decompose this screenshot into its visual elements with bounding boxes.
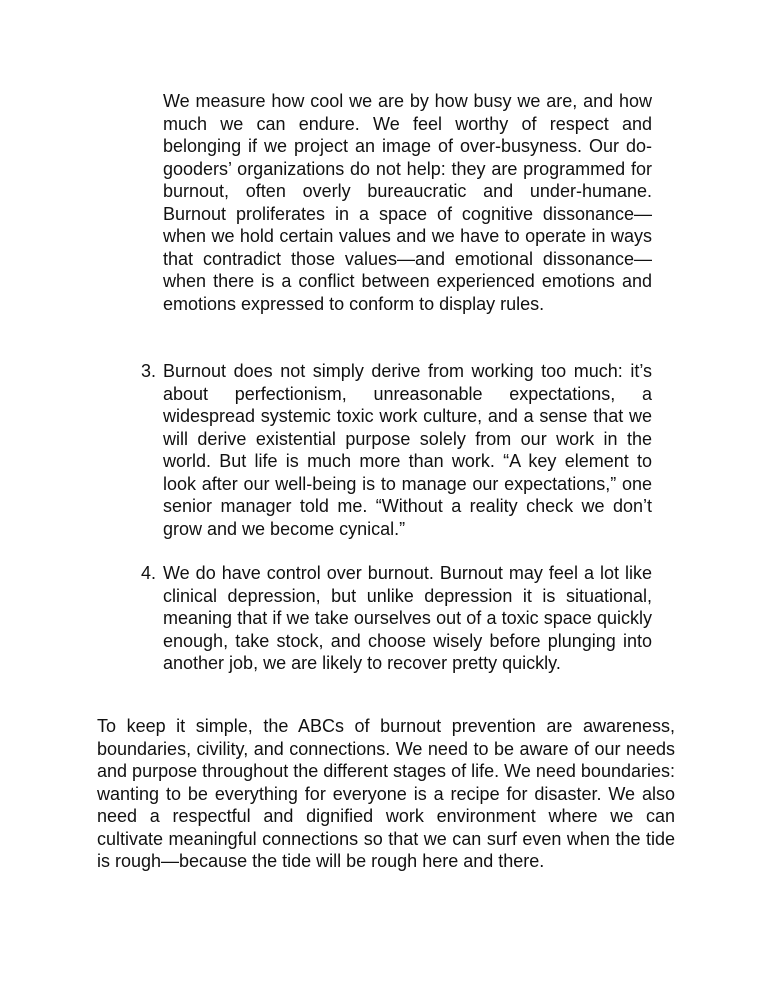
list-item-number: 4. [141,563,157,583]
list-item-3 [141,360,652,540]
list-item-text: Burnout does not simply derive from working too much: it’s about perfectionism, unreasonable expectations, a widespread systemic toxic work culture, and a sense that we will derive existential purpose solely from our work in the world. But life is much more than work. “A key element to look after our well-being is to manage our expectations,” one senior manager told me. “Without a reality check we don’t grow and we become cynical.” [163,361,652,539]
list-item-text: We do have control over burnout. Burnout may feel a lot like clinical depression, but unlike depression it is situational, meaning that if we take ourselves out of a toxic space quickly enough, take stock, and choose wisely before plunging into another job, we are likely to recover pretty quickly. [163,563,652,673]
list-item-4 [141,562,652,675]
list-item-number: 3. [141,361,157,381]
closing-paragraph: To keep it simple, the ABCs of burnout prevention are awareness, boundaries, civility, and connections. We need to be aware of our needs and purpose throughout the different stages of life. We need boundaries: wanting to be everything for everyone is a recipe for disaster. We also need a respectful and dignified work environment where we can cultivate meaningful connections so that we can surf even when the tide is rough—because the tide will be rough here and there. [97,716,675,871]
continuation-paragraph: We measure how cool we are by how busy we are, and how much we can endure. We feel worthy of respect and belonging if we project an image of over-busyness. Our do-gooders’ organizations do not help: they are programmed for burnout, often overly bureaucratic and under-humane. Burnout proliferates in a space of cognitive dissonance—when we hold certain values and we have to operate in ways that contradict those values—and emotional dissonance—when there is a conflict between experienced emotions and emotions expressed to conform to display rules. [163,91,652,314]
